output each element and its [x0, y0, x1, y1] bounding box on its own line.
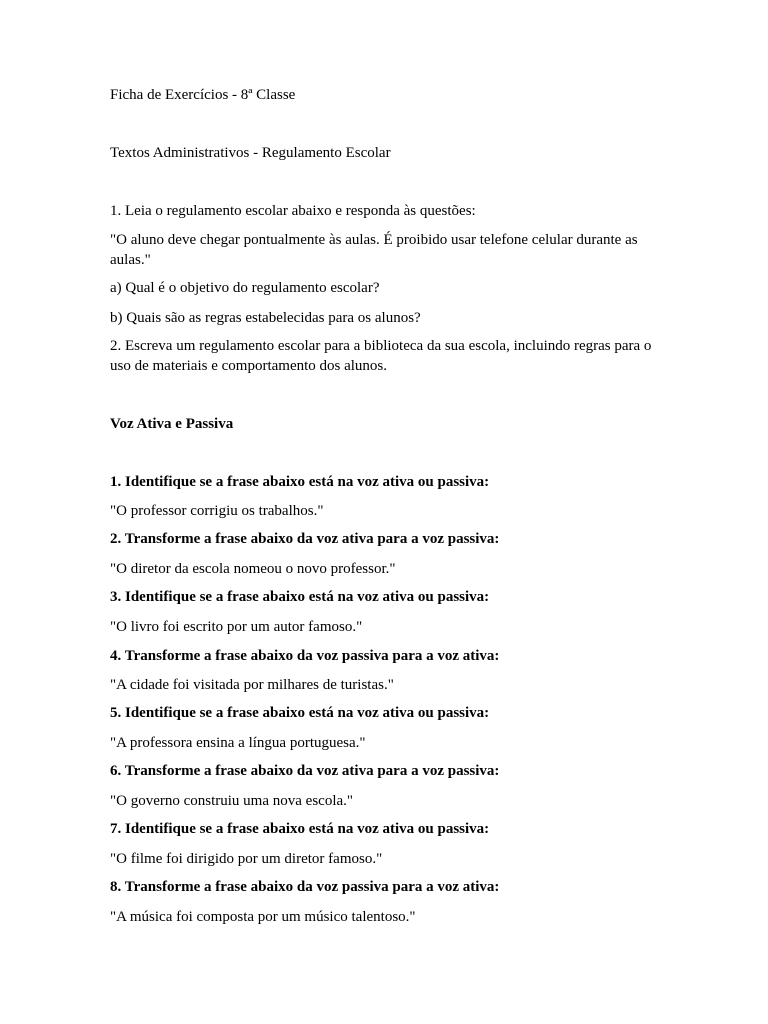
- exercise-sentence: "A música foi composta por um músico talentoso.": [110, 909, 416, 925]
- exercise-instruction: 2. Transforme a frase abaixo da voz ativa para a voz passiva:: [110, 531, 500, 547]
- section-title-regulamento: Textos Administrativos - Regulamento Escolar: [110, 145, 391, 161]
- question-1: 1. Leia o regulamento escolar abaixo e responda às questões:: [110, 203, 476, 219]
- exercise-instruction: 5. Identifique se a frase abaixo está na voz ativa ou passiva:: [110, 705, 490, 721]
- question-1b: b) Quais são as regras estabelecidas para os alunos?: [110, 310, 421, 326]
- exercise-sentence: "A professora ensina a língua portuguesa.": [110, 735, 366, 751]
- exercise-sentence: "O diretor da escola nomeou o novo professor.": [110, 561, 396, 577]
- exercise-sentence: "O filme foi dirigido por um diretor famoso.": [110, 851, 383, 867]
- exercise-sentence: "O livro foi escrito por um autor famoso.": [110, 619, 363, 635]
- exercise-instruction: 3. Identifique se a frase abaixo está na voz ativa ou passiva:: [110, 589, 490, 605]
- exercise-instruction: 1. Identifique se a frase abaixo está na voz ativa ou passiva:: [110, 474, 490, 490]
- regulation-quote: "O aluno deve chegar pontualmente às aulas. É proibido usar telefone celular durante as aulas.": [110, 232, 638, 268]
- exercise-instruction: 7. Identifique se a frase abaixo está na voz ativa ou passiva:: [110, 821, 490, 837]
- exercise-sentence: "A cidade foi visitada por milhares de turistas.": [110, 677, 394, 693]
- section-title-voz: Voz Ativa e Passiva: [110, 416, 234, 432]
- question-2: 2. Escreva um regulamento escolar para a biblioteca da sua escola, incluindo regras para o uso de materiais e comportamento dos alunos.: [110, 338, 652, 374]
- question-1a: a) Qual é o objetivo do regulamento escolar?: [110, 280, 380, 296]
- exercise-sentence: "O professor corrigiu os trabalhos.": [110, 503, 324, 519]
- exercise-sentence: "O governo construiu uma nova escola.": [110, 793, 354, 809]
- exercise-instruction: 4. Transforme a frase abaixo da voz passiva para a voz ativa:: [110, 648, 500, 664]
- exercise-instruction: 8. Transforme a frase abaixo da voz passiva para a voz ativa:: [110, 879, 500, 895]
- exercise-instruction: 6. Transforme a frase abaixo da voz ativa para a voz passiva:: [110, 763, 500, 779]
- document-title: Ficha de Exercícios - 8ª Classe: [110, 87, 296, 103]
